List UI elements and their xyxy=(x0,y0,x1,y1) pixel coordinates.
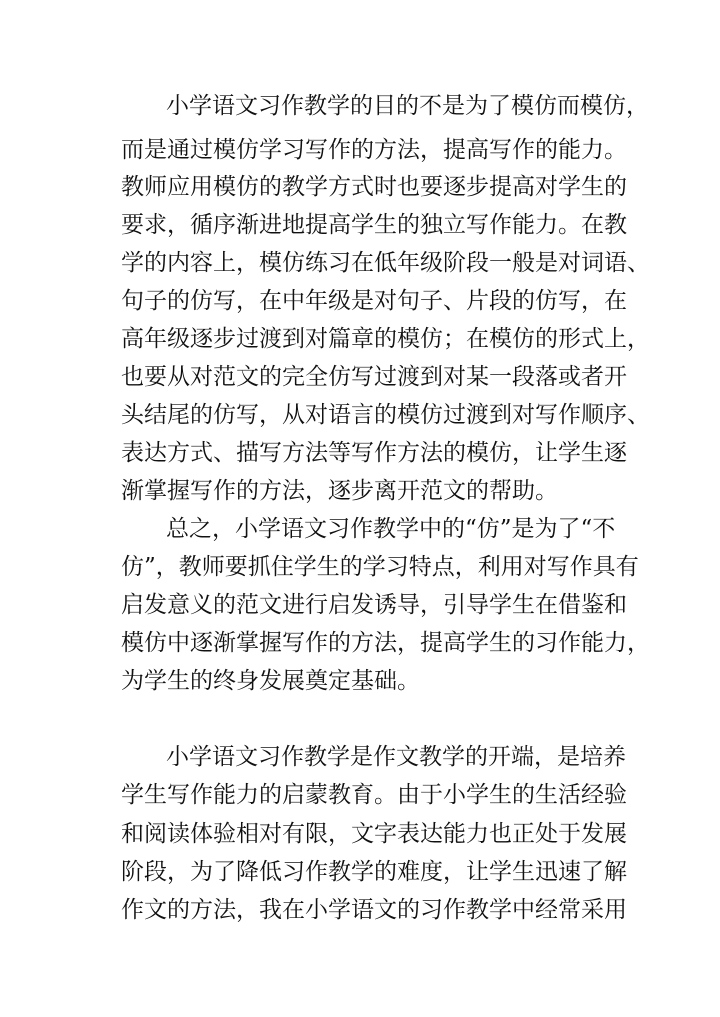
text-line: 和阅读体验相对有限，文字表达能力也正处于发展 xyxy=(121,821,627,847)
text-line: 高年级逐步过渡到对篇章的模仿；在模仿的形式上， xyxy=(121,326,650,352)
text-line: 教师应用模仿的教学方式时也要逐步提高对学生的 xyxy=(121,174,627,200)
text-line: 阶段，为了降低习作教学的难度，让学生迅速了解 xyxy=(121,859,627,885)
text-line: 总之，小学语文习作教学中的“仿”是为了“不 xyxy=(166,516,616,542)
text-line: 小学语文习作教学的目的不是为了模仿而模仿， xyxy=(166,93,649,119)
text-line: 句子的仿写，在中年级是对句子、片段的仿写，在 xyxy=(121,288,627,314)
text-line: 启发意义的范文进行启发诱导，引导学生在借鉴和 xyxy=(121,592,627,618)
text-line: 学的内容上，模仿练习在低年级阶段一般是对词语、 xyxy=(121,250,650,276)
text-line: 作文的方法，我在小学语文的习作教学中经常采用 xyxy=(121,897,627,923)
text-line: 表达方式、描写方法等写作方法的模仿，让学生逐 xyxy=(121,440,627,466)
text-line: 小学语文习作教学是作文教学的开端，是培养 xyxy=(166,744,626,770)
text-line: 仿”，教师要抓住学生的学习特点，利用对写作具有 xyxy=(121,554,639,580)
text-line: 要求，循序渐进地提高学生的独立写作能力。在教 xyxy=(121,212,627,238)
text-line: 也要从对范文的完全仿写过渡到对某一段落或者开 xyxy=(121,364,627,390)
text-line: 渐掌握写作的方法，逐步离开范文的帮助。 xyxy=(121,478,558,504)
text-line: 头结尾的仿写，从对语言的模仿过渡到对写作顺序、 xyxy=(121,402,650,428)
text-line: 模仿中逐渐掌握写作的方法，提高学生的习作能力， xyxy=(121,630,650,656)
text-line: 而是通过模仿学习写作的方法，提高写作的能力。 xyxy=(121,137,627,163)
text-line: 学生写作能力的启蒙教育。由于小学生的生活经验 xyxy=(121,782,627,808)
text-line: 为学生的终身发展奠定基础。 xyxy=(121,668,420,694)
